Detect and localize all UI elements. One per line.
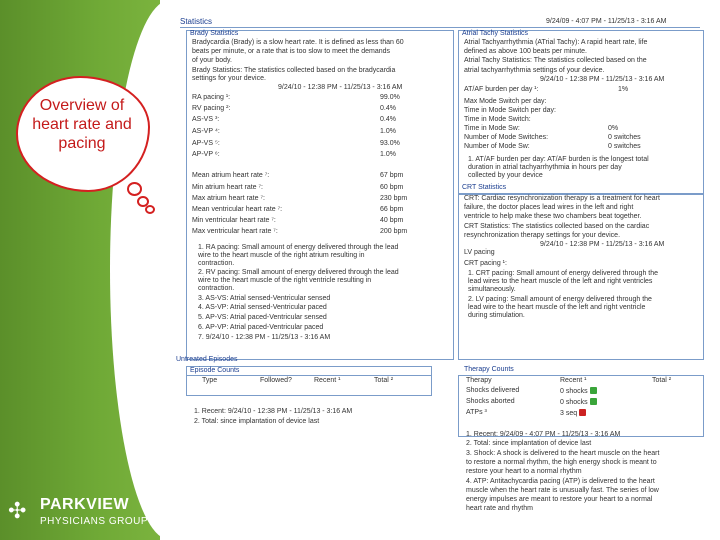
- therapy-note: 3. Shock: A shock is delivered to the heart muscle on the heart: [466, 450, 660, 457]
- brady-row-value: 93.0%: [380, 140, 400, 147]
- crt-note: lead wires to the heart muscle of the left and right ventricles: [468, 278, 653, 285]
- therapy-note: 1. Recent: 9/24/09 - 4:07 PM - 11/25/13 - 3:16 AM: [466, 431, 621, 438]
- brady-desc-3: Brady Statistics: The statistics collected based on the bradycardia: [192, 67, 396, 74]
- brady-row-value: 1.0%: [380, 128, 396, 135]
- therapy-col: Therapy: [466, 377, 492, 384]
- alert-icon: [579, 409, 586, 416]
- rate-label: Mean ventricular heart rate ⁷:: [192, 206, 283, 213]
- logo-mark-icon: ✣: [8, 498, 27, 523]
- col-type: Type: [202, 377, 218, 384]
- crt-note: 1. CRT pacing: Small amount of energy delivered through the: [468, 270, 659, 277]
- therapy-row-label: Shocks aborted: [466, 398, 515, 405]
- brady-note: 1. RA pacing: Small amount of energy delivered through the lead: [198, 244, 399, 251]
- crt-note: 2. LV pacing: Small amount of energy delivered through the: [468, 296, 652, 303]
- crt-note: during stimulation.: [468, 312, 525, 319]
- check-icon: [590, 387, 597, 394]
- brady-note: 3. AS-VS: Atrial sensed-Ventricular sensed: [198, 295, 331, 302]
- crt-desc-1: failure, the doctor places lead wires in the left and right: [464, 204, 634, 211]
- therapy-row-label: Shocks delivered: [466, 387, 520, 394]
- episodes-panel-title: Episode Counts: [190, 367, 240, 374]
- callout-dot-3: [145, 205, 155, 214]
- col-recent: Recent ¹: [314, 377, 341, 384]
- logo-line-1: PARKVIEW: [40, 496, 130, 513]
- logo-line-2: PHYSICIANS GROUP: [40, 516, 149, 527]
- atrial-desc-2: Atrial Tachy Statistics: The statistics collected based on the: [464, 57, 647, 64]
- crt-note: simultaneously.: [468, 286, 516, 293]
- header-rule: [180, 27, 700, 28]
- episodes-rule: [186, 375, 432, 376]
- episodes-note: 1. Recent: 9/24/10 - 12:38 PM - 11/25/13 - 3:16 AM: [194, 408, 353, 415]
- crt-pacing-label: CRT pacing ¹:: [464, 260, 507, 267]
- device-report: [168, 18, 714, 534]
- episodes-note: 2. Total: since implantation of device last: [194, 418, 320, 425]
- rate-value: 230 bpm: [380, 195, 408, 202]
- brady-note: contraction.: [198, 285, 235, 292]
- brady-row-label: RV pacing ²:: [192, 105, 231, 112]
- atrial-note: duration in atrial tachyarrhythmia in hours per day: [468, 164, 622, 171]
- burden-value: 1%: [618, 86, 629, 93]
- atrial-row-label: Time in Mode Switch:: [464, 116, 531, 123]
- callout-dot-1: [127, 182, 142, 196]
- atrial-row-label: Number of Mode Sw:: [464, 143, 530, 150]
- atrial-note: collected by your device: [468, 172, 543, 179]
- atrial-desc-0: Atrial Tachyarrhythmia (ATrial Tachy): A rapid heart rate, life: [464, 39, 648, 46]
- brady-desc-2: of your body.: [192, 57, 232, 64]
- rate-label: Max ventricular heart rate ⁷:: [192, 228, 278, 235]
- rate-value: 40 bpm: [380, 217, 404, 224]
- rate-value: 60 bpm: [380, 184, 404, 191]
- page-title: Statistics: [180, 17, 213, 26]
- atrial-title: Atrial Tachy Statistics: [462, 30, 529, 37]
- therapy-row-label: ATPs ³: [466, 409, 487, 416]
- date-range: 9/24/09 - 4:07 PM - 11/25/13 - 3:16 AM: [546, 18, 667, 25]
- atrial-row-value: 0%: [608, 125, 619, 132]
- check-icon: [590, 398, 597, 405]
- rate-value: 66 bpm: [380, 206, 404, 213]
- brady-row-value: 0.4%: [380, 105, 396, 112]
- col-total: Total ²: [374, 377, 394, 384]
- brady-note: 4. AS-VP: Atrial sensed-Ventricular paced: [198, 304, 327, 311]
- atrial-row-label: Max Mode Switch per day:: [464, 98, 547, 105]
- brady-note: wire to the heart muscle of the right atrium resulting in: [198, 252, 365, 259]
- therapy-note: muscle when the heart rate is unusually fast. The series of low: [466, 487, 659, 494]
- crt-desc-0: CRT: Cardiac resynchronization therapy is a treatment for heart: [464, 195, 660, 202]
- brady-note: 2. RV pacing: Small amount of energy delivered through the lead: [198, 269, 399, 276]
- brady-note: 7. 9/24/10 - 12:38 PM - 11/25/13 - 3:16 AM: [198, 334, 331, 341]
- therapy-note: 2. Total: since implantation of device last: [466, 440, 592, 447]
- episodes-title: Untreated Episodes: [176, 356, 238, 363]
- therapy-note: restore your heart to a normal rhythm: [466, 468, 582, 475]
- brady-row-label: AS-VP ⁴:: [192, 128, 220, 135]
- brady-row-value: 1.0%: [380, 151, 396, 158]
- brady-desc-1: beats per minute, or a rate that is too slow to meet the demands: [192, 48, 391, 55]
- crt-title: CRT Statistics: [462, 184, 507, 191]
- therapy-title: Therapy Counts: [464, 366, 514, 373]
- brady-note: contraction.: [198, 260, 235, 267]
- atrial-desc-1: defined as above 100 beats per minute.: [464, 48, 587, 55]
- crt-desc-2: ventricle to help make these two chambers beat together.: [464, 213, 642, 220]
- callout-text: Overview of heart rate and pacing: [32, 97, 132, 152]
- col-followed: Followed?: [260, 377, 292, 384]
- brady-row-value: 99.0%: [380, 94, 400, 101]
- brady-row-value: 0.4%: [380, 116, 396, 123]
- therapy-note: 4. ATP: Antitachycardia pacing (ATP) is delivered to the heart: [466, 478, 655, 485]
- therapy-col: Total ²: [652, 377, 672, 384]
- therapy-value: 0 shocks: [560, 388, 588, 395]
- rate-value: 200 bpm: [380, 228, 408, 235]
- rate-label: Max atrium heart rate ⁷:: [192, 195, 265, 202]
- brady-range: 9/24/10 - 12:38 PM - 11/25/13 - 3:16 AM: [278, 84, 403, 91]
- brady-row-label: AP-VP ⁶:: [192, 151, 220, 158]
- atrial-row-label: Number of Mode Switches:: [464, 134, 549, 141]
- therapy-col: Recent ¹: [560, 377, 587, 384]
- brady-note: wire to the heart muscle of the right ventricle resulting in: [198, 277, 372, 284]
- lv-pacing-label: LV pacing: [464, 249, 495, 256]
- rate-label: Min atrium heart rate ⁷:: [192, 184, 264, 191]
- atrial-desc-3: atrial tachyarrhythmia settings of your device.: [464, 67, 605, 74]
- therapy-value: 3 seq: [560, 410, 578, 417]
- brady-desc-4: settings for your device.: [192, 75, 266, 82]
- therapy-value: 0 shocks: [560, 399, 588, 406]
- brady-note: 6. AP-VP: Atrial paced-Ventricular paced: [198, 324, 324, 331]
- therapy-note: energy impulses are meant to restore your heart to a normal: [466, 496, 653, 503]
- therapy-row-value: [560, 409, 586, 419]
- atrial-row-label: Time in Mode Sw:: [464, 125, 520, 132]
- crt-desc-3: CRT Statistics: The statistics collected based on the cardiac: [464, 223, 650, 230]
- crt-note: lead wire to the heart muscle of the left and right ventricle: [468, 304, 646, 311]
- atrial-row-label: Time in Mode Switch per day:: [464, 107, 556, 114]
- therapy-row-value: [560, 398, 597, 408]
- burden-label: AT/AF burden per day ¹:: [464, 86, 539, 93]
- therapy-note: to restore a normal rhythm, the high energy shock is meant to: [466, 459, 657, 466]
- rate-label: Mean atrium heart rate ⁷:: [192, 172, 270, 179]
- rate-value: 67 bpm: [380, 172, 404, 179]
- crt-range: 9/24/10 - 12:38 PM - 11/25/13 - 3:16 AM: [540, 241, 665, 248]
- atrial-row-value: 0 switches: [608, 134, 641, 141]
- therapy-note: heart rate and rhythm: [466, 505, 533, 512]
- rate-label: Min ventricular heart rate ⁷:: [192, 217, 276, 224]
- brady-note: 5. AP-VS: Atrial paced-Ventricular sensed: [198, 314, 327, 321]
- atrial-range: 9/24/10 - 12:38 PM - 11/25/13 - 3:16 AM: [540, 76, 665, 83]
- brady-row-label: AP-VS ⁵:: [192, 140, 220, 147]
- brady-desc-0: Bradycardia (Brady) is a slow heart rate. It is defined as less than 60: [192, 39, 404, 46]
- crt-desc-4: resynchronization therapy settings for your device.: [464, 232, 621, 239]
- brady-row-label: AS-VS ³:: [192, 116, 220, 123]
- atrial-note: 1. AT/AF burden per day: AT/AF burden is the longest total: [468, 156, 649, 163]
- brady-title: Brady Statistics: [190, 30, 239, 37]
- brady-row-label: RA pacing ¹:: [192, 94, 231, 101]
- atrial-row-value: 0 switches: [608, 143, 641, 150]
- therapy-row-value: [560, 387, 597, 397]
